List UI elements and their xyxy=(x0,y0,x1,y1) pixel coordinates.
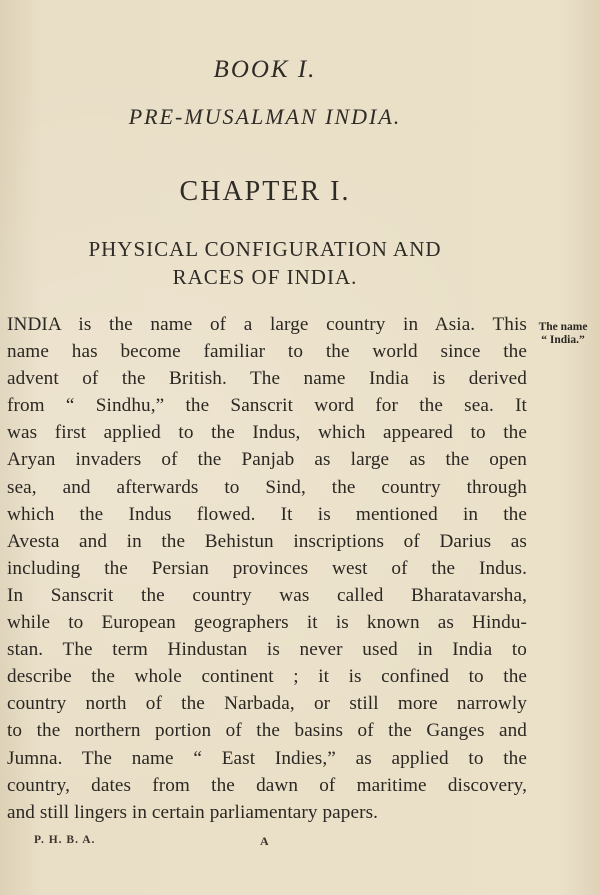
text-line: to the northern portion of the basins of the Ganges and xyxy=(7,720,527,742)
text-line: from “ Sindhu,” the Sanscrit word for the sea. It xyxy=(7,395,527,417)
text-line: was first applied to the Indus, which appeared to the xyxy=(7,422,527,444)
text-line: including the Persian provinces west of the Indus. xyxy=(7,557,527,579)
margin-note xyxy=(530,321,596,347)
footer-signature-mark: A xyxy=(260,834,269,848)
book-title: BOOK I. xyxy=(213,56,317,83)
chapter-title: CHAPTER I. xyxy=(179,176,351,207)
text-line: stan. The term Hindustan is never used in India to xyxy=(7,639,527,661)
body-paragraph xyxy=(7,311,527,826)
text-line: country north of the Narbada, or still more narrowly xyxy=(7,693,527,715)
text-line: Jumna. The name “ East Indies,” as applied to the xyxy=(7,747,527,769)
text-line: Aryan invaders of the Panjab as large as the open xyxy=(7,449,527,471)
text-line: sea, and afterwards to Sind, the country through xyxy=(7,476,527,498)
chapter-subtitle-line: PHYSICAL CONFIGURATION AND xyxy=(88,237,442,261)
footer-imprint: P. H. B. A. xyxy=(34,834,96,846)
text-line: Avesta and in the Behistun inscriptions of Darius as xyxy=(7,530,527,552)
text-line: INDIA is the name of a large country in Asia. This xyxy=(7,314,527,335)
chapter-subtitle-line: RACES OF INDIA. xyxy=(172,265,358,289)
text-line: country, dates from the dawn of maritime discovery, xyxy=(7,774,527,796)
text-line: which the Indus flowed. It is mentioned in the xyxy=(7,503,527,525)
text-line: and still lingers in certain parliamentary papers. xyxy=(7,801,379,823)
text-line: In Sanscrit the country was called Bharatavarsha, xyxy=(7,584,527,606)
text-line: describe the whole continent ; it is confined to the xyxy=(7,666,527,688)
text-line: name has become familiar to the world since the xyxy=(7,341,527,363)
margin-note-line: The name xyxy=(538,321,588,333)
chapter-subtitle xyxy=(0,235,530,291)
text-line: advent of the British. The name India is derived xyxy=(7,368,527,390)
margin-note-line: “ India.” xyxy=(541,334,585,346)
text-line: while to European geographers it is known as Hindu- xyxy=(7,612,527,634)
part-title: PRE-MUSALMAN INDIA. xyxy=(128,104,402,129)
